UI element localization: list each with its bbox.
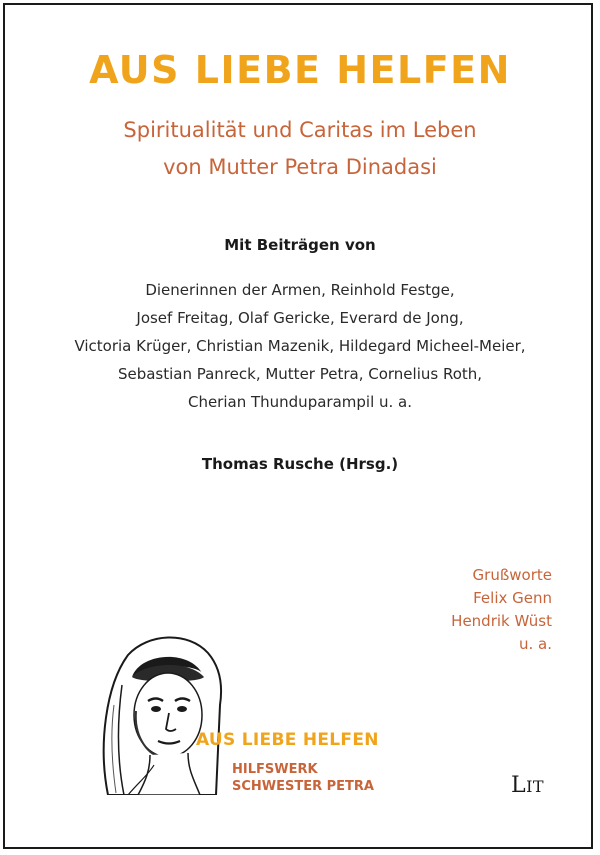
book-title: AUS LIEBE HELFEN [89, 48, 511, 92]
contributor-line: Josef Freitag, Olaf Gericke, Everard de Jong, [136, 309, 464, 327]
contributor-line: Sebastian Panreck, Mutter Petra, Cornelius Roth, [117, 365, 483, 383]
greeting-name: u. a. [518, 635, 552, 653]
editor-name: Thomas Rusche (Hrsg.) [201, 455, 399, 473]
portrait-illustration [88, 625, 248, 795]
contributor-line: Cherian Thunduparampil u. a. [187, 393, 413, 411]
contributions-heading: Mit Beiträgen von [224, 236, 376, 254]
greetings-heading: Grußworte [472, 566, 552, 584]
publisher-logo [511, 773, 544, 798]
logo-title: AUS LIEBE HELFEN [196, 730, 379, 750]
publisher-initial: L [511, 773, 527, 798]
publisher-rest: IT [526, 777, 545, 796]
subtitle-line-1: Spiritualität und Caritas im Leben [123, 118, 477, 142]
greeting-name: Hendrik Wüst [451, 612, 552, 630]
contributor-line: Victoria Krüger, Christian Mazenik, Hildegard Micheel-Meier, [74, 337, 526, 355]
contributor-line: Dienerinnen der Armen, Reinhold Festge, [145, 281, 455, 299]
greeting-name: Felix Genn [473, 589, 552, 607]
logo-line-2: SCHWESTER PETRA [232, 779, 374, 794]
logo-line-1: HILFSWERK [232, 762, 318, 777]
subtitle-line-2: von Mutter Petra Dinadasi [163, 155, 437, 179]
